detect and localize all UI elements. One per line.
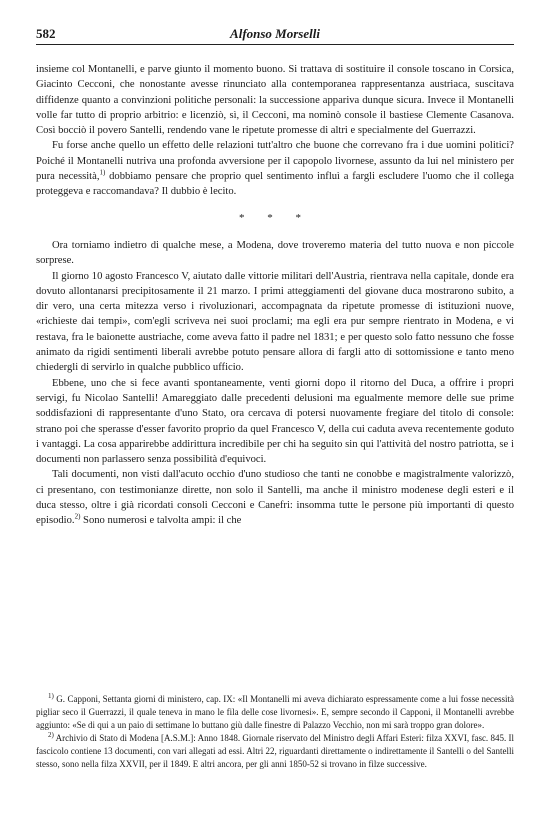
paragraph bbox=[36, 467, 514, 528]
paragraph bbox=[36, 138, 514, 199]
paragraph: Il giorno 10 agosto Francesco V, aiutato dalle vittorie militari dell'Austria, rientrava nella capitale, donde era dovuto allontanarsi precipitosamente il 21 marzo. I primi atteggiamenti del giovane duca mostrarono subito, a dir vero, una certa mitezza verso i rivoluzionari, accompagnata da ripetute promesse di istituzioni nuove, «richieste dai tempi», com'egli scriveva nei suoi proclami; ma egli era pur sempre rientrato in Modena, e vi restava, fra le baionette austriache, come aveva fatto il padre nel 1831; e per questo solo fatto nessuno che fosse animato da rigidi sentimenti liberali avrebbe potuto pensare allora di fargli atto di sottomissione e tanto meno chiedergli di servirlo in qualche pubblico ufficio. bbox=[36, 270, 514, 374]
footnote bbox=[36, 693, 514, 732]
page-number: 582 bbox=[36, 26, 56, 41]
footnote-ref: 2) bbox=[74, 512, 81, 521]
footnote-text: G. Capponi, Settanta giorni di ministero, cap. IX: «Il Montanelli mi aveva dichiarato espressamente come a lui fosse necessità pigliar seco il Guerrazzi, il quale teneva in mano le fila delle cose livornesi». E, sempre secondo il Capponi, il Montanelli avrebbe aggiunto: «Se di qui a un paio di settimane lo buttano giù dalle finestre di Palazzo Vecchio, non mi sarà troppo gran dolore». bbox=[36, 694, 514, 731]
paragraph-text: dobbiamo pensare che proprio quel sentimento influì a fargli escludere l'uomo che il collega proteggeva e raccomandava? Il dubbio è lecito. bbox=[36, 171, 515, 198]
footnote bbox=[36, 732, 514, 771]
paragraph-text: Fu forse anche quello un effetto delle relazioni tutt'altro che buone che correvano fra i due uomini politici? Poiché il Montanelli nutriva una profonda avversione per il capopolo livornese, assunto da lui nel ministero per pura necessità, bbox=[36, 140, 514, 183]
footnote-marker: 2) bbox=[48, 731, 54, 740]
running-header bbox=[36, 26, 514, 45]
paragraph: insieme col Montanelli, e parve giunto il momento buono. Si trattava di sostituire il console toscano in Corsica, Giacinto Cecconi, che nonostante avesse rinunciato alla contemporanea rappresentanza austriaca, suscitava diffidenze quanto a convinzioni politiche personali: la successione appariva dunque sicura. Invece il Montanelli volle far tutto di proprio arbitrio: e licenziò, sì, il Cecconi, ma nominò console il bastiese Clemente Casanova. Così bocciò il povero Santelli, rendendo vane le ripetute promesse di altri e specialmente del Guerrazzi. bbox=[36, 64, 514, 137]
body-text bbox=[36, 62, 514, 529]
footnote-text: Archivio di Stato di Modena [A.S.M.]: Anno 1848. Giornale riservato del Ministro degli Affari Esteri: filza XXVI, fasc. 845. Il fascicolo contiene 13 documenti, con vari allegati ad essi. Altri 22, riguardanti direttamente o indirettamente il Santelli o del Santelli stesso, sono nella filza XXVII, per il 1849. E altri ancora, per gli anni 1850-52 si trovano in filze successive. bbox=[36, 733, 514, 770]
footnotes bbox=[36, 693, 514, 772]
footnote-marker: 1) bbox=[48, 692, 54, 700]
paragraph-text: Sono numerosi e talvolta ampi: il che bbox=[80, 515, 242, 527]
paragraph: Ora torniamo indietro di qualche mese, a Modena, dove troveremo materia del tutto nuova e non piccole sorprese. bbox=[36, 239, 514, 267]
paragraph-text: Tali documenti, non visti dall'acuto occhio d'uno studioso che tanti ne conobbe e magistralmente valorizzò, ci presentano, con testimonianze dirette, non solo il Santelli, ma anche il ministro modenese degli esteri e il duca stesso, oltre i già ricordati consoli Cecconi e Canefri: insomma tutte le persone più importanti di questo episodio. bbox=[36, 469, 514, 527]
section-separator: * * * bbox=[239, 211, 311, 224]
footnote-ref: 1) bbox=[99, 168, 106, 177]
running-title-author: Alfonso Morselli bbox=[230, 26, 320, 41]
paragraph: Ebbene, uno che si fece avanti spontaneamente, venti giorni dopo il ritorno del Duca, a offrire i propri servigi, fu Nicolao Santelli! Amareggiato dalle precedenti delusioni ma egualmente memore delle sue prime soddisfazioni di rappresentante d'uno Stato, ora cercava di potersi nuovamente fregiare del titolo di console: strano poi che sperasse d'esser favorito proprio da quel Francesco V, della cui caduta aveva recentemente goduto i vantaggi. La cosa apparirebbe addirittura incredibile per chi ha seguito sin qui l'attività del nostro patriotta, se i documenti non parlassero senza possibilità d'equivoci. bbox=[36, 377, 514, 466]
